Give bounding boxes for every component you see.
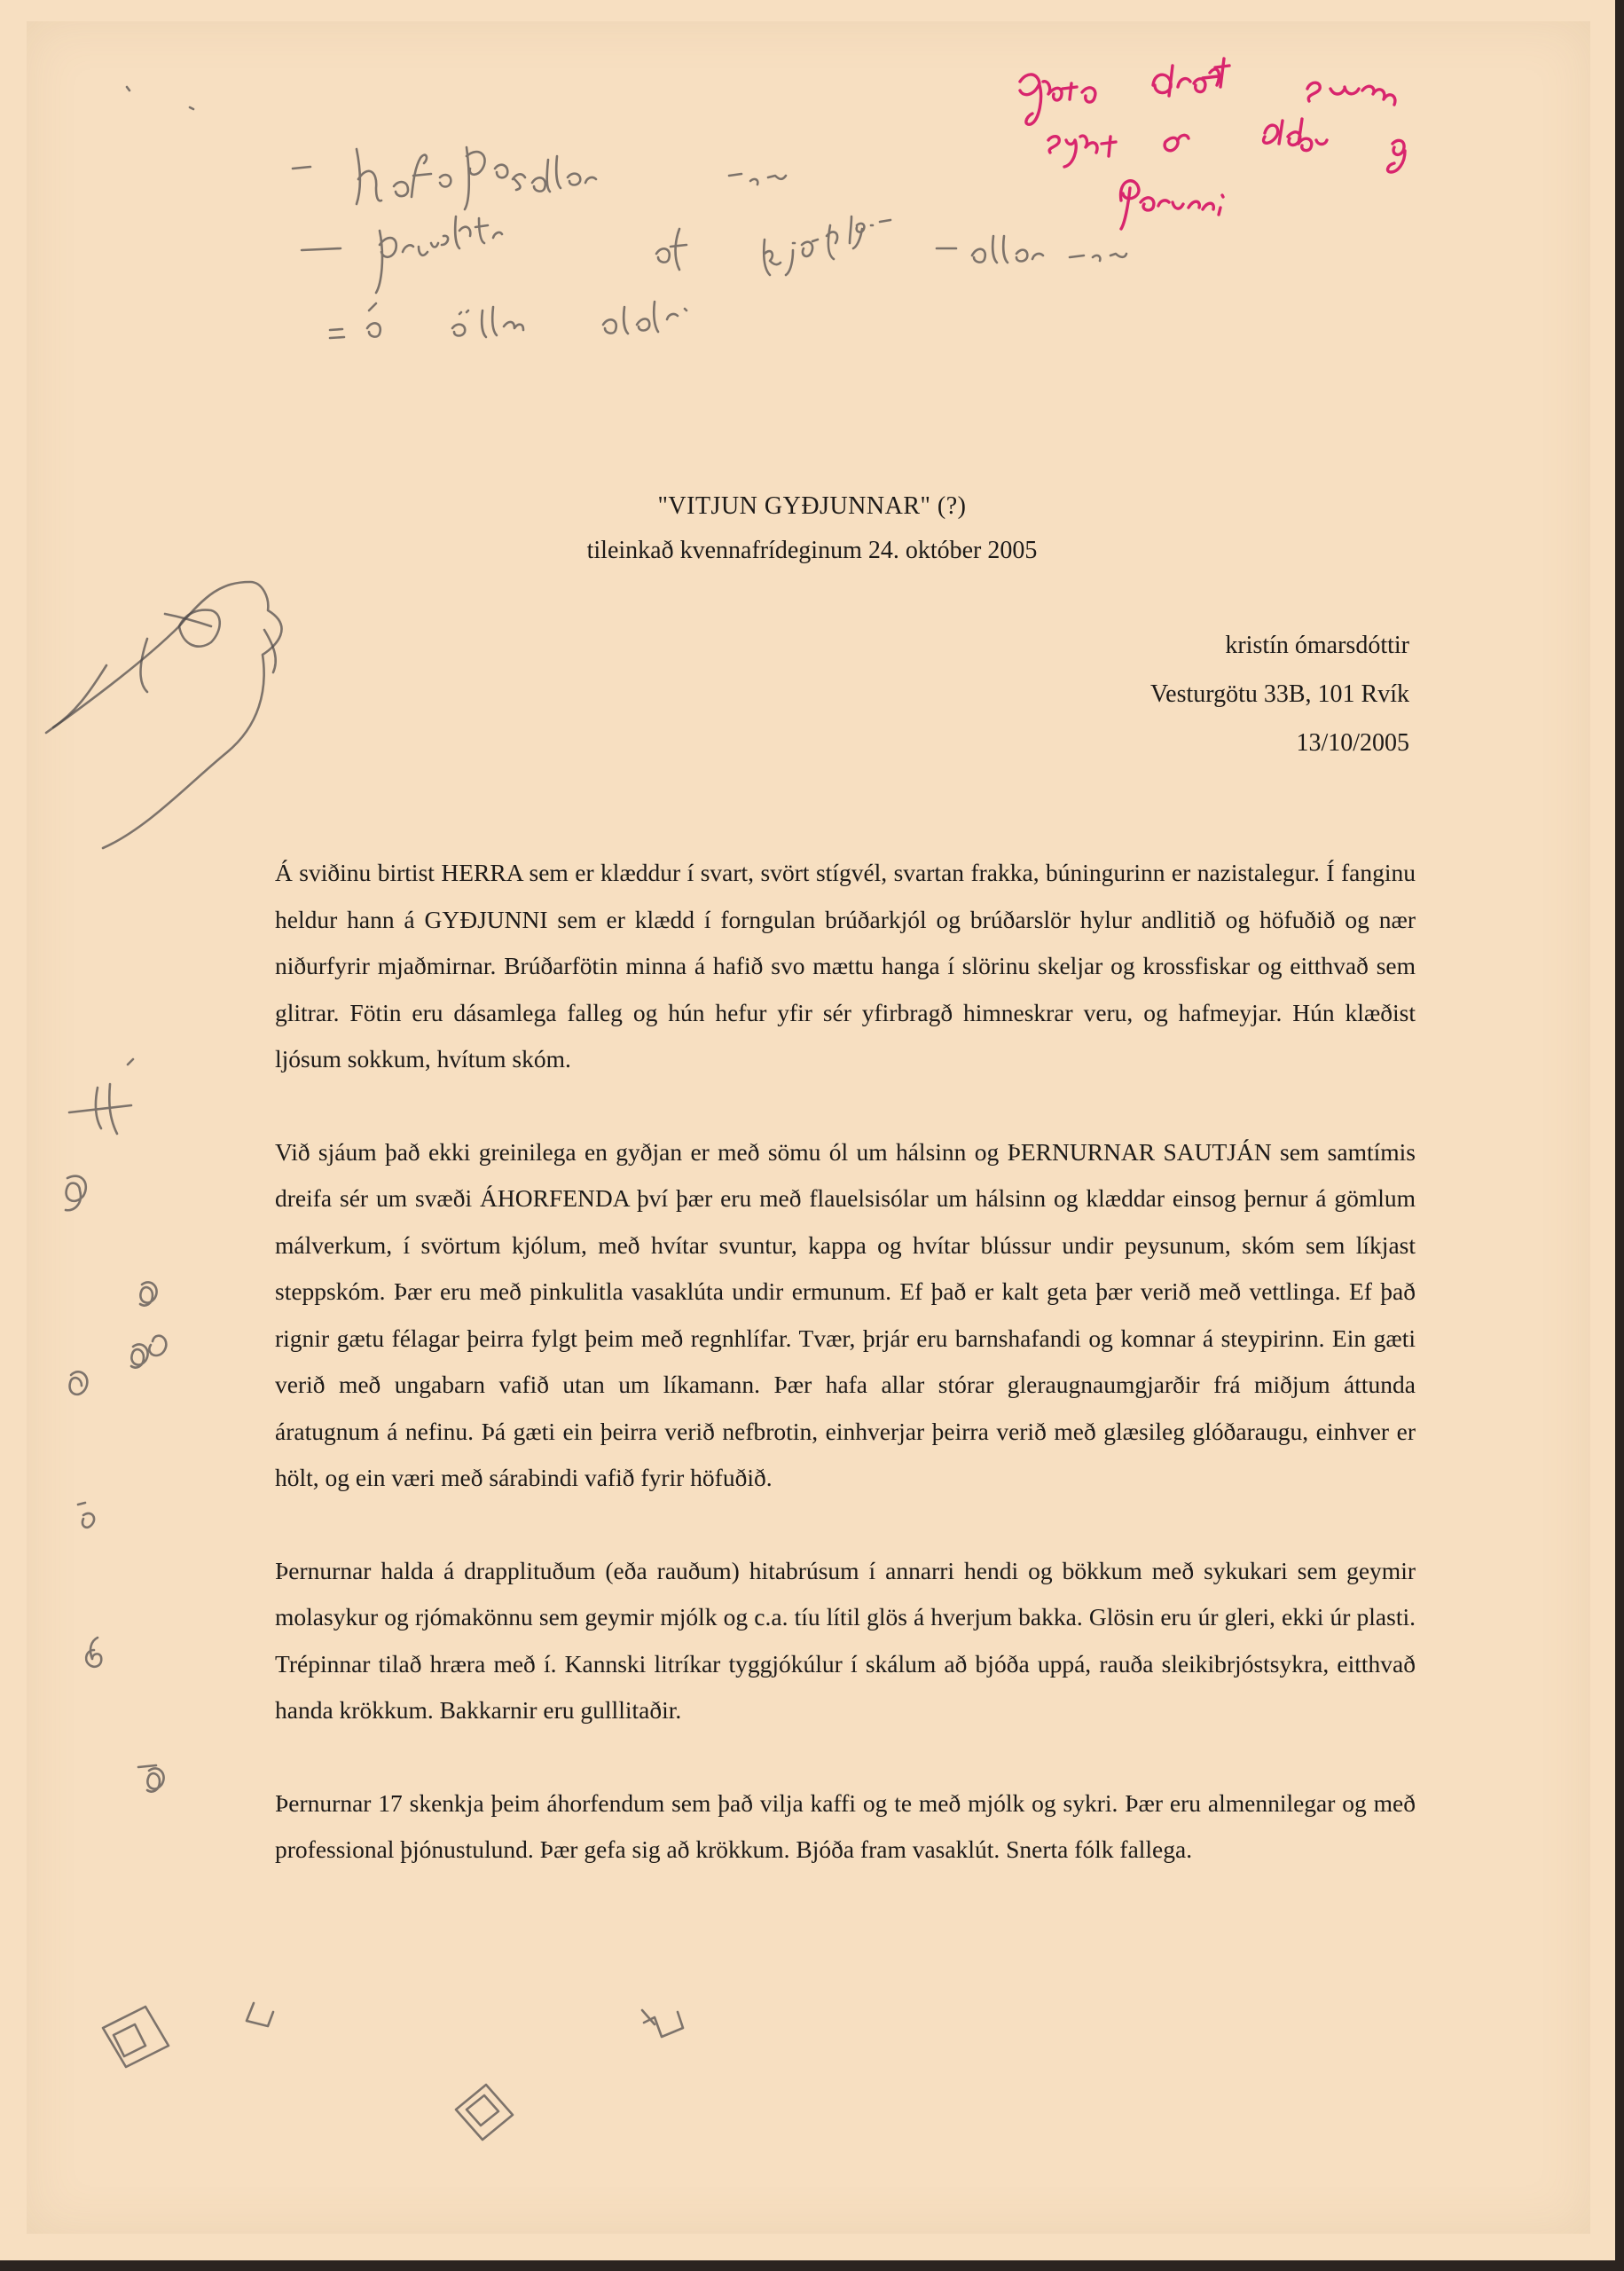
- document-date: 13/10/2005: [1296, 729, 1409, 757]
- paragraph: Við sjáum það ekki greinilega en gyðjan er með sömu ól um hálsinn og ÞERNURNAR SAUTJÁN sem samtímis dreifa sér um svæði ÁHORFENDA því þær eru með flauelsisólar um hálsinn og klæddar einsog þernur á gömlum málverkum, í svörtum kjólum, með hvítar svuntur, kappa og hvítar blússur undir peysunum, skóm sem líkjast steppskóm. Þær eru með pinkulitla vasaklúta undir ermunum. Ef það er kalt geta þær verið með vettlinga. Ef það rignir gætu félagar þeirra fylgt þeim með regnhlífar. Tvær, þrjár eru barnshafandi og komnar á steypirinn. Ein gæti verið með ungabarn vafið utan um líkamann. Þær hafa allar stórar gleraugnaumgjarðir frá miðjum áttunda áratugnum á nefinu. Þá gæti ein þeirra verið nefbrotin, einhverjar þeirra verið með glæsileg glóðaraugu, einhver er hölt, og ein væri með sárabindi vafið fyrir höfuðið.: [275, 1137, 1416, 1491]
- document-subtitle: tileinkað kvennafrídeginum 24. október 2005: [586, 537, 1038, 564]
- pencil-finger-sketch: [46, 582, 282, 848]
- paragraph: Þernurnar halda á drapplituðum (eða rauðum) hitabrúsum í annarri hendi og bökkum með sykukari sem geymir molasykur og rjómakönnu sem geymir mjólk og c.a. tíu lítil glös á hverjum bakka. Glösin eru úr gleri, ekki úr plasti. Trépinnar tilað hræra með í. Kannski litríkar tyggjókúlur í skálum að bjóða uppá, rauða sleikibrjóstsykra, eitthvað handa krökkum. Bakkarnir eru gulllitaðir.: [275, 1556, 1416, 1724]
- author-name: kristín ómarsdóttir: [1225, 632, 1409, 659]
- document-title: "VITJUN GYÐJUNNAR" (?): [657, 492, 967, 520]
- paragraph: Þernurnar 17 skenkja þeim áhorfendum sem það vilja kaffi og te með mjólk og sykri. Þær eru almennilegar og með professional þjónustulund. Þær gefa sig að krökkum. Bjóða fram vasaklút. Snerta fólk fallega.: [275, 1788, 1416, 1863]
- pencil-margin-numbers: [66, 1059, 166, 1792]
- pencil-dot-mark: [190, 107, 193, 109]
- author-address: Vesturgötu 33B, 101 Rvík: [1150, 680, 1409, 708]
- paragraph: Á sviðinu birtist HERRA sem er klæddur í svart, svört stígvél, svartan frakka, búningurinn er nazistalegur. Í fanginu heldur hann á GYÐJUNNI sem er klædd í forngulan brúðarkjól og brúðarslör hylur andlitið og höfuðið og nær niðurfyrir mjaðmirnar. Brúðarfötin minna á hafið svo mættu hanga í slörinu skeljar og krossfiskar og eitthvað sem glitrar. Fötin eru dásamlega falleg og hún hefur yfir sér yfirbragð himneskrar veru, og hafmeyjar. Hún klæðist ljósum sokkum, hvítum skóm.: [275, 859, 1416, 1073]
- pencil-dot-mark: [127, 87, 129, 90]
- pencil-handwritten-note: [293, 147, 1126, 338]
- magenta-handwritten-note: [1020, 59, 1405, 229]
- pencil-doodle-boxes: [103, 2003, 683, 2271]
